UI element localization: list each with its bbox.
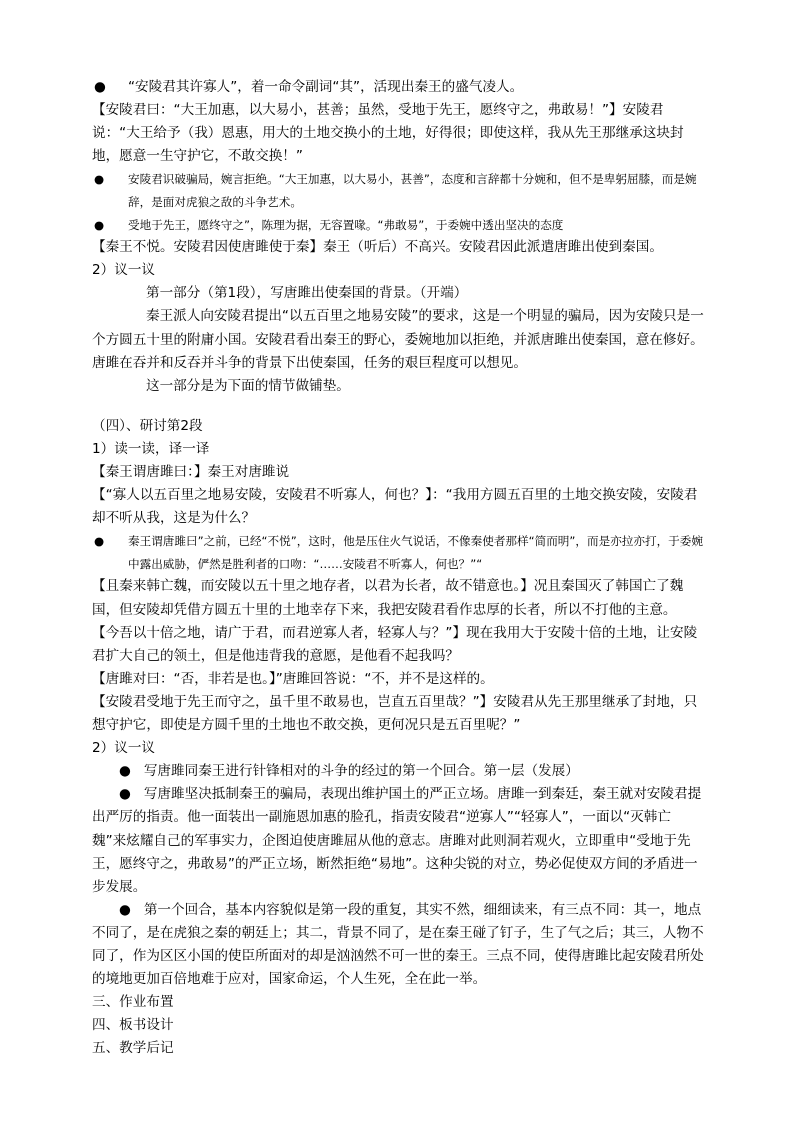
paragraph: 【唐雎对曰：“否，非若是也。】”唐雎回答说：“不，并不是这样的。 <box>92 670 494 687</box>
paragraph: 【秦王不悦。安陵君因使唐雎使于秦】秦王（听后）不高兴。安陵君因此派遣唐雎出使到秦国。 <box>92 239 663 256</box>
paragraph: 第一部分（第1段），写唐雎出使秦国的背景。（开端） <box>146 285 468 302</box>
paragraph: 这一部分是为下面的情节做铺垫。 <box>146 377 350 394</box>
bullet-icon: ● <box>119 763 131 780</box>
section-heading: 三、作业布置 <box>92 994 174 1011</box>
bullet-line: ● 秦王谓唐雎曰”之前，已经“不悦”，这时，他是压住火气说话，不像秦使者那样“简而明”，而是亦拉亦打，于委婉中露出威胁，俨然是胜利者的口吻：“……安陵君不听寡人，何也？”“ <box>92 530 704 575</box>
bullet-line: ● “安陵君其许寡人”，着一命令副词“其”，活现出秦王的盛气凌人。 <box>92 76 704 99</box>
bullet-icon: ● <box>94 534 105 549</box>
bullet-icon: ● <box>119 786 131 803</box>
bullet-icon: ● <box>94 79 106 95</box>
paragraph: 【秦王谓唐雎曰：】秦王对唐雎说 <box>92 464 290 480</box>
bullet-icon: ● <box>94 172 105 187</box>
subheading: 1）读一读，译一译 <box>92 440 210 457</box>
spacer <box>92 398 704 415</box>
bullet-paragraph: ● 第一个回合，基本内容貌似是第一段的重复，其实不然，细细读来，有三点不同：其一，地点不同了，是在虎狼之秦的朝廷上；其二，背景不同了，是在秦王碰了钉子，生了气之后；其三，人物不同了，作为区区小国的使臣所面对的却是汹汹然不可一世的秦王。三点不同，使得唐雎比起安陵君所处的境地更加百倍地难于应对，国家命运，个人生死，全在此一举。 <box>92 901 704 988</box>
bullet-line: ● 安陵君识破骗局，婉言拒绝。“大王加惠，以大易小，甚善”，态度和言辞都十分婉和，但不是卑躬屈膝，而是婉辞，是面对虎狼之敌的斗争艺术。 <box>92 168 704 213</box>
subheading: 2）议一议 <box>92 740 156 757</box>
subheading: 2）议一议 <box>92 262 156 279</box>
bullet-line: ● 受地于先王，愿终守之”，陈理为据，无容置喙。“弗敢易”，于委婉中透出坚决的态度 <box>92 214 704 237</box>
section-heading: （四）、研讨第2段 <box>92 417 203 434</box>
section-heading: 四、板书设计 <box>92 1017 174 1034</box>
section-heading: 五、教学后记 <box>92 1040 174 1057</box>
paragraph: 【今吾以十倍之地，请广于君，而君逆寡人者，轻寡人与？”】现在我用大于安陵十倍的土地，让安陵君扩大自己的领土，但是他违背我的意愿，是他看不起我吗？ <box>92 624 698 664</box>
paragraph: 【“寡人以五百里之地易安陵，安陵君不听寡人，何也？】：“我用方圆五百里的土地交换安陵，安陵君却不听从我，这是为什么？ <box>92 487 698 527</box>
paragraph: 【安陵君受地于先王而守之，虽千里不敢易也，岂直五百里哉？”】安陵君从先王那里继承了封地，只想守护它，即使是方圆千里的土地也不敢交换，更何况只是五百里呢？” <box>92 693 698 734</box>
bullet-paragraph: ● 写唐雎同秦王进行针锋相对的斗争的经过的第一个回合。第一层（发展） <box>119 763 579 780</box>
paragraph: 【安陵君曰：“大王加惠，以大易小，甚善；虽然，受地于先王，愿终守之，弗敢易！”】安陵君说：“大王给予（我）恩惠，用大的土地交换小的土地，好得很；即使这样，我从先王那继承这块封地，愿意一生守护它，不敢交换！” <box>92 102 684 165</box>
document-page <box>92 76 704 1060</box>
paragraph: 【且秦来韩亡魏，而安陵以五十里之地存者，以君为长者，故不错意也。】况且秦国灭了韩国亡了魏国，但安陵却凭借方圆五十里的土地幸存下来，我把安陵君看作忠厚的长者，所以不打他的主意。 <box>92 578 684 618</box>
bullet-paragraph: ● 写唐雎坚决抵制秦王的骗局，表现出维护国土的严正立场。唐雎一到秦廷，秦王就对安陵君提出严厉的指责。他一面装出一副施恩加惠的脸孔，指责安陵君“逆寡人”“轻寡人”，一面以“灭韩亡魏”来炫耀自己的军事实力，企图迫使唐雎屈从他的意志。唐雎对此则洞若观火，立即重申“受地于先王，愿终守之，弗敢易”的严正立场，断然拒绝“易地”。这种尖锐的对立，势必促使双方间的矛盾进一步发展。 <box>92 786 702 895</box>
paragraph: 秦王派人向安陵君提出“以五百里之地易安陵”的要求，这是一个明显的骗局，因为安陵只是一个方圆五十里的附庸小国。安陵君看出秦王的野心，委婉地加以拒绝，并派唐雎出使秦国，意在修好。唐雎在吞并和反吞并斗争的背景下出使秦国，任务的艰巨程度可以想见。 <box>92 308 704 371</box>
bullet-icon: ● <box>119 901 131 918</box>
bullet-icon: ● <box>94 217 105 232</box>
